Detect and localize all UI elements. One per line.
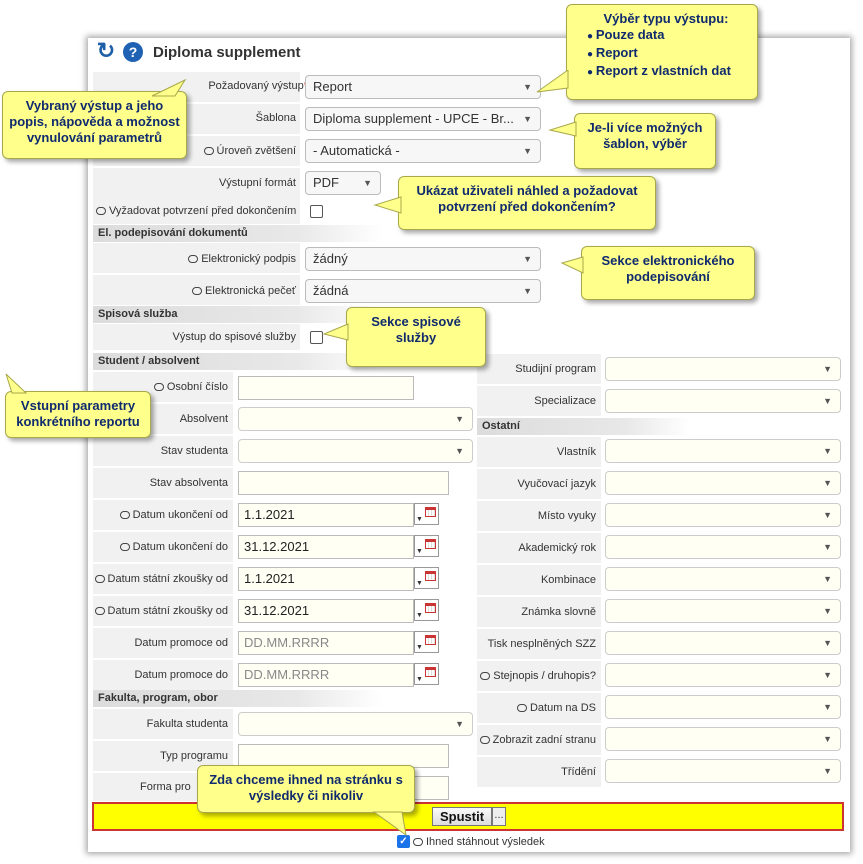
callout-params: Vstupní parametry konkrétního reportu [5, 391, 151, 438]
callout-tail [372, 810, 412, 838]
program-label: Studijní program [515, 363, 596, 375]
graduate-label: Absolvent [179, 413, 228, 425]
reset-icon[interactable]: ↻ [96, 38, 116, 63]
confirm-checkbox[interactable] [310, 205, 323, 218]
signature-select[interactable]: žádný ▼ [305, 247, 541, 271]
back-side-select[interactable]: ▼ [605, 727, 841, 751]
year-label: Akademický rok [518, 542, 596, 554]
format-select[interactable]: PDF ▼ [305, 171, 381, 195]
student-state-select[interactable]: ▼ [238, 439, 473, 463]
callout-item: ● Report z vlastních dat [587, 63, 753, 81]
faculty-section-header: Fakulta, program, obor [93, 690, 383, 707]
callout-esign: Sekce elektronického podepisování [581, 246, 755, 300]
comment-icon [413, 838, 423, 846]
calendar-icon[interactable]: ▼ [414, 663, 439, 685]
combination-label: Kombinace [540, 574, 596, 586]
callout-item: ● Report [587, 45, 753, 63]
program-select[interactable]: ▼ [605, 357, 841, 381]
personal-no-input[interactable] [238, 376, 414, 400]
form-label: Forma pro [140, 781, 191, 793]
comment-icon [120, 543, 130, 551]
graduate-state-label: Stav absolventa [149, 477, 228, 489]
language-label: Vyučovací jazyk [517, 478, 596, 490]
back-side-label: Zobrazit zadní stranu [478, 734, 596, 746]
exam-to-label: Datum státní zkoušky od [94, 605, 228, 617]
grade-label: Známka slovně [521, 606, 596, 618]
faculty-select[interactable]: ▼ [238, 712, 473, 736]
callout-title: Výběr typu výstupu: [603, 11, 729, 26]
specialization-label: Specializace [534, 395, 596, 407]
specialization-select[interactable]: ▼ [605, 389, 841, 413]
callout-templates: Je-li více možných šablon, výběr [574, 113, 716, 169]
output-label: Požadovaný výstup [208, 80, 304, 92]
template-select[interactable]: Diploma supplement - UPCE - Br... ▼ [305, 107, 541, 131]
comment-icon [188, 255, 198, 263]
comment-icon [192, 287, 202, 295]
download-checkbox[interactable]: ✓ [397, 835, 410, 848]
more-button[interactable]: ... [492, 807, 506, 826]
callout-tail [548, 120, 578, 140]
exam-to-input[interactable]: 31.12.2021 [238, 599, 414, 623]
confirm-label: Vyžadovat potvrzení před dokončením [96, 205, 296, 217]
comment-icon [95, 607, 105, 615]
language-select[interactable]: ▼ [605, 471, 841, 495]
callout-output-type [566, 4, 758, 100]
comment-icon [154, 383, 164, 391]
end-from-label: Datum ukončení od [96, 509, 228, 521]
exam-from-label: Datum státní zkoušky od [94, 573, 228, 585]
place-select[interactable]: ▼ [605, 503, 841, 527]
comment-icon [95, 575, 105, 583]
graduate-state-input[interactable] [238, 471, 449, 495]
other-section-header: Ostatní [477, 418, 690, 435]
records-output-label: Výstup do spisové služby [172, 331, 296, 343]
calendar-icon[interactable]: ▼ [414, 535, 439, 557]
records-section-header: Spisová služba [93, 306, 383, 323]
calendar-icon[interactable]: ▼ [414, 567, 439, 589]
callout-tail [150, 78, 190, 98]
end-to-label: Datum ukončení do [96, 541, 228, 553]
callout-immediate: Zda chceme ihned na stránku s výsledky či nikoliv [197, 765, 415, 813]
date-ds-label: Datum na DS [478, 702, 596, 714]
calendar-icon[interactable]: ▼ [414, 503, 439, 525]
sort-select[interactable]: ▼ [605, 759, 841, 783]
comment-icon [480, 672, 490, 680]
end-from-input[interactable]: 1.1.2021 [238, 503, 414, 527]
graduate-select[interactable]: ▼ [238, 407, 473, 431]
sort-label: Třídění [561, 766, 596, 778]
personal-no-label: Osobní číslo [96, 381, 228, 393]
output-select[interactable]: Report ▼ [305, 75, 541, 99]
promo-from-label: Datum promoce od [134, 637, 228, 649]
callout-tail [0, 372, 30, 394]
owner-select[interactable]: ▼ [605, 439, 841, 463]
esign-section-header: El. podepisování dokumentů [93, 225, 383, 242]
help-icon[interactable]: ? [123, 42, 143, 62]
template-label: Šablona [255, 112, 296, 124]
program-type-label: Typ programu [160, 750, 228, 762]
student-state-label: Stav studenta [160, 445, 228, 457]
callout-item: ● Pouze data [587, 27, 753, 45]
callout-preview: Ukázat uživateli náhled a požadovat potvrzení před dokončením? [398, 176, 656, 230]
format-label: Výstupní formát [218, 177, 296, 189]
callout-tail [535, 70, 575, 95]
promo-to-label: Datum promoce do [134, 669, 228, 681]
callout-tail [373, 195, 403, 215]
date-ds-select[interactable]: ▼ [605, 695, 841, 719]
comment-icon [517, 704, 527, 712]
seal-label: Elektronická pečeť [100, 285, 296, 297]
faculty-label: Fakulta studenta [146, 718, 228, 730]
comment-icon [120, 511, 130, 519]
callout-selected-output: Vybraný výstup a jeho popis, nápověda a možnost vynulování parametrů [2, 91, 187, 159]
copy-select[interactable]: ▼ [605, 663, 841, 687]
end-to-input[interactable]: 31.12.2021 [238, 535, 414, 559]
comment-icon [204, 147, 214, 155]
comment-icon [480, 736, 490, 744]
seal-select[interactable]: žádná ▼ [305, 279, 541, 303]
exam-from-input[interactable]: 1.1.2021 [238, 567, 414, 591]
combination-select[interactable]: ▼ [605, 567, 841, 591]
calendar-icon[interactable]: ▼ [414, 631, 439, 653]
copy-label: Stejnopis / druhopis? [478, 670, 596, 682]
signature-label: Elektronický podpis [100, 253, 296, 265]
year-select[interactable]: ▼ [605, 535, 841, 559]
student-section-header: Student / absolvent [93, 353, 383, 370]
callout-tail [560, 255, 585, 275]
run-button[interactable]: Spustit [432, 807, 492, 826]
grade-select[interactable]: ▼ [605, 599, 841, 623]
page-title: Diploma supplement [153, 44, 301, 61]
calendar-icon[interactable]: ▼ [414, 599, 439, 621]
comment-icon [96, 207, 106, 215]
callout-records: Sekce spisové služby [346, 307, 486, 367]
zoom-label: Úroveň zvětšení [100, 145, 296, 157]
place-label: Místo vyuky [537, 510, 596, 522]
download-label: Ihned stáhnout výsledek [413, 836, 545, 848]
promo-from-input[interactable]: DD.MM.RRRR [238, 631, 414, 655]
callout-tail [322, 322, 350, 342]
owner-label: Vlastník [556, 446, 596, 458]
promo-to-input[interactable]: DD.MM.RRRR [238, 663, 414, 687]
print-szz-select[interactable]: ▼ [605, 631, 841, 655]
zoom-select[interactable]: - Automatická - ▼ [305, 139, 541, 163]
print-szz-label: Tisk nesplněných SZZ [487, 638, 596, 650]
